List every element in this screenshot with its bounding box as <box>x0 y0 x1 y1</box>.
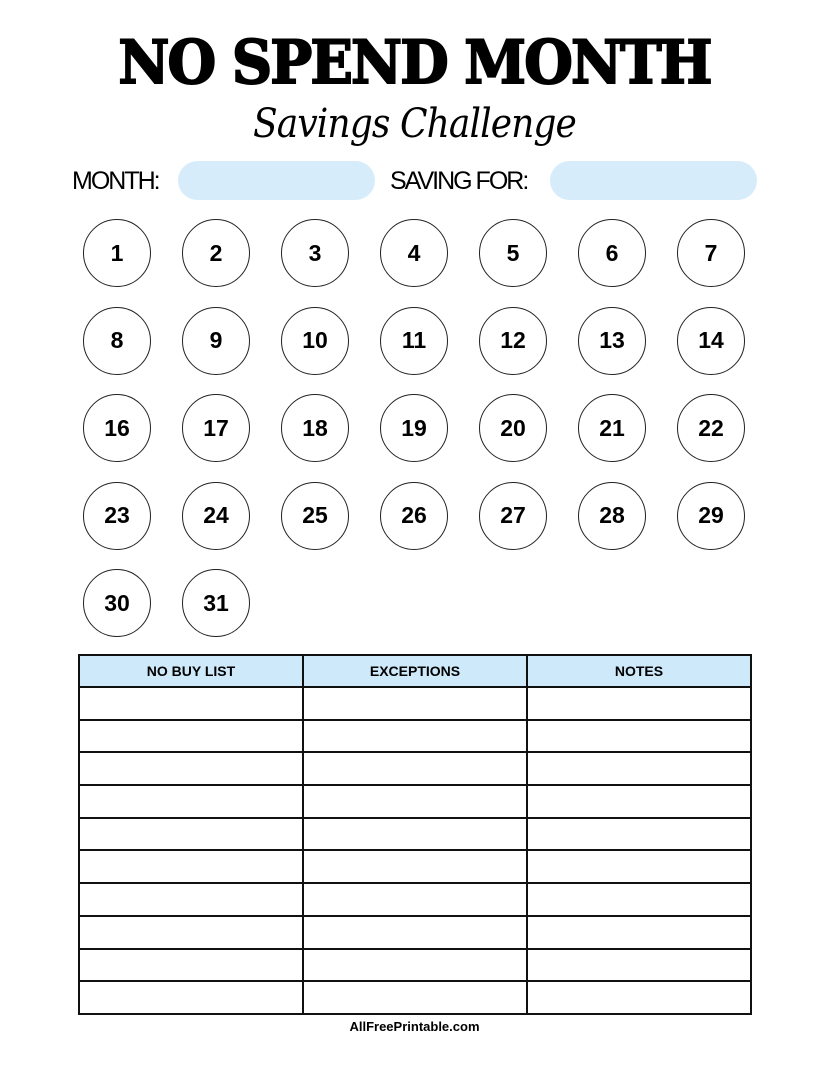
day-circle[interactable]: 2 <box>182 219 250 287</box>
day-circle[interactable]: 9 <box>182 307 250 375</box>
table-row <box>79 687 751 720</box>
day-circle[interactable]: 16 <box>83 394 151 462</box>
table-cell[interactable] <box>303 818 527 851</box>
day-circle[interactable]: 21 <box>578 394 646 462</box>
day-circle[interactable]: 1 <box>83 219 151 287</box>
table-cell[interactable] <box>79 752 303 785</box>
table-cell[interactable] <box>79 687 303 720</box>
table-cell[interactable] <box>79 818 303 851</box>
table-row <box>79 785 751 818</box>
footer-brand: AllFreePrintable.com <box>349 1019 480 1034</box>
table-row <box>79 916 751 949</box>
day-circle[interactable]: 6 <box>578 219 646 287</box>
column-header: NOTES <box>527 655 751 687</box>
table-row <box>79 752 751 785</box>
day-circle[interactable]: 19 <box>380 394 448 462</box>
day-circle[interactable]: 27 <box>479 482 547 550</box>
month-field[interactable] <box>178 161 375 200</box>
table-cell[interactable] <box>79 883 303 916</box>
day-circle[interactable]: 20 <box>479 394 547 462</box>
table-cell[interactable] <box>527 818 751 851</box>
table-row <box>79 850 751 883</box>
day-circle[interactable]: 29 <box>677 482 745 550</box>
day-circle[interactable]: 11 <box>380 307 448 375</box>
day-circle[interactable]: 5 <box>479 219 547 287</box>
day-circle[interactable]: 10 <box>281 307 349 375</box>
day-circle[interactable]: 3 <box>281 219 349 287</box>
table-cell[interactable] <box>527 981 751 1014</box>
month-label: MONTH: <box>72 167 159 195</box>
table-cell[interactable] <box>303 752 527 785</box>
page-title: NO SPEND MONTH <box>118 28 711 98</box>
day-circle[interactable]: 30 <box>83 569 151 637</box>
table-row <box>79 981 751 1014</box>
day-circle[interactable]: 8 <box>83 307 151 375</box>
table-cell[interactable] <box>79 720 303 753</box>
table-cell[interactable] <box>303 687 527 720</box>
table-cell[interactable] <box>303 916 527 949</box>
saving-for-field[interactable] <box>550 161 757 200</box>
day-circle[interactable]: 24 <box>182 482 250 550</box>
table-cell[interactable] <box>527 949 751 982</box>
table-cell[interactable] <box>79 916 303 949</box>
saving-for-label: SAVING FOR: <box>390 167 528 195</box>
day-circle[interactable]: 7 <box>677 219 745 287</box>
day-circle[interactable]: 31 <box>182 569 250 637</box>
table-cell[interactable] <box>303 883 527 916</box>
day-circle[interactable]: 23 <box>83 482 151 550</box>
table-cell[interactable] <box>79 949 303 982</box>
day-circle[interactable]: 13 <box>578 307 646 375</box>
table-cell[interactable] <box>527 785 751 818</box>
table-row <box>79 720 751 753</box>
table-cell[interactable] <box>303 981 527 1014</box>
day-circle[interactable]: 4 <box>380 219 448 287</box>
table-cell[interactable] <box>79 981 303 1014</box>
column-header: EXCEPTIONS <box>303 655 527 687</box>
day-circle[interactable]: 26 <box>380 482 448 550</box>
table-cell[interactable] <box>527 752 751 785</box>
table-row <box>79 949 751 982</box>
table-cell[interactable] <box>303 850 527 883</box>
table-cell[interactable] <box>527 883 751 916</box>
table-cell[interactable] <box>527 720 751 753</box>
table-cell[interactable] <box>79 785 303 818</box>
table-cell[interactable] <box>303 785 527 818</box>
day-circle[interactable]: 28 <box>578 482 646 550</box>
day-circle[interactable]: 14 <box>677 307 745 375</box>
table-cell[interactable] <box>527 850 751 883</box>
day-circle[interactable]: 25 <box>281 482 349 550</box>
page-subtitle: Savings Challenge <box>253 101 576 147</box>
day-circle[interactable]: 22 <box>677 394 745 462</box>
table-row <box>79 818 751 851</box>
column-header: NO BUY LIST <box>79 655 303 687</box>
table-cell[interactable] <box>527 687 751 720</box>
table-cell[interactable] <box>303 949 527 982</box>
day-circle[interactable]: 17 <box>182 394 250 462</box>
table-row <box>79 883 751 916</box>
no-buy-table <box>78 654 752 1015</box>
table-cell[interactable] <box>79 850 303 883</box>
day-circle[interactable]: 12 <box>479 307 547 375</box>
table-cell[interactable] <box>527 916 751 949</box>
table-cell[interactable] <box>303 720 527 753</box>
day-circle[interactable]: 18 <box>281 394 349 462</box>
